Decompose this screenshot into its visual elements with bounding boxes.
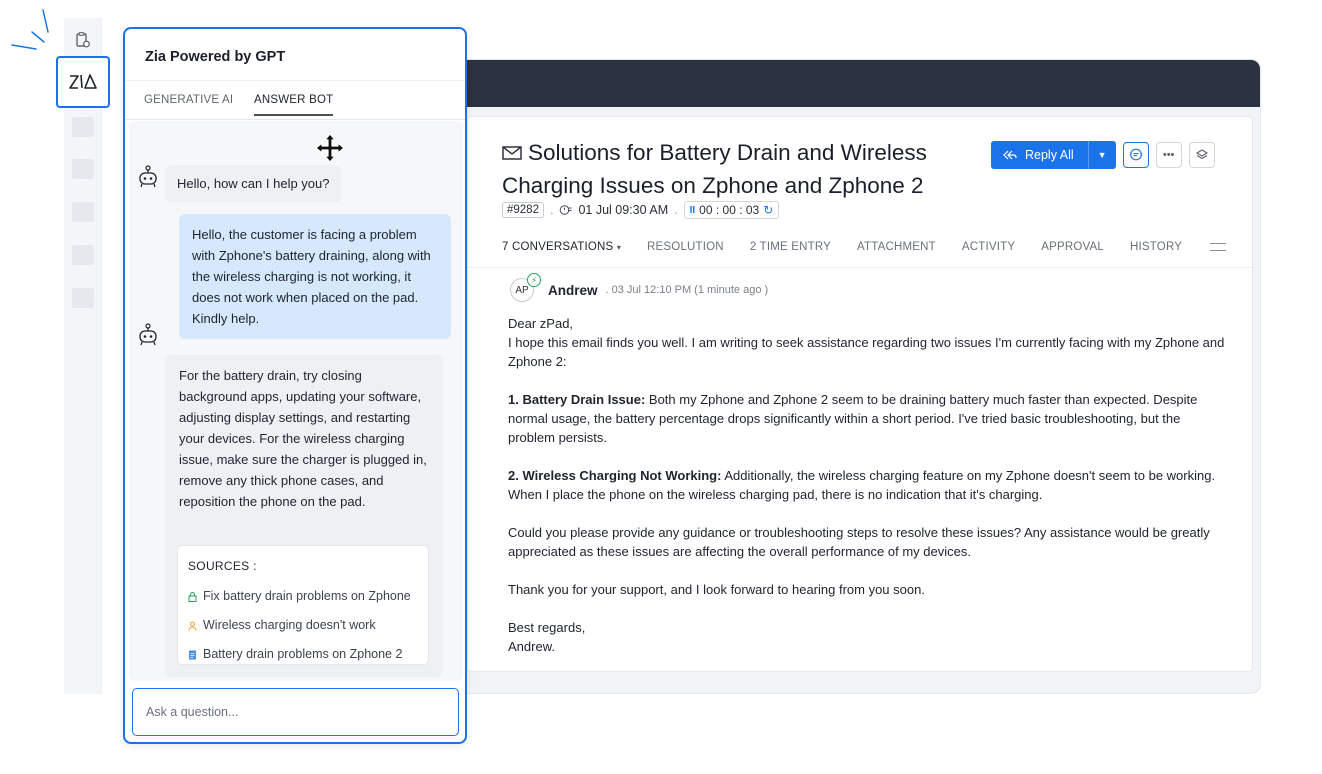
tab-conversations[interactable]: 7 CONVERSATIONS ▾	[502, 241, 622, 253]
ticket-timer[interactable]	[684, 201, 780, 219]
bot-avatar-icon	[137, 323, 159, 347]
chevron-down-icon: ▾	[616, 243, 622, 252]
app-topbar	[441, 60, 1260, 107]
email-body	[508, 314, 1228, 656]
ticket-actions	[991, 141, 1215, 169]
source-item[interactable]: Battery drain problems on Zphone 2	[188, 644, 418, 665]
sender-name[interactable]: Andrew	[548, 282, 598, 298]
email-timestamp: . 03 Jul 12:10 PM (1 minute ago )	[605, 284, 769, 296]
sparkle-decoration-icon	[10, 6, 60, 56]
email-issue-1: 1. Battery Drain Issue: Both my Zphone and Zphone 2 seem to be draining battery much faster than expected. Despite normal usage, the battery percentage drops significantly within a short period. I've tried basic troubleshooting, but the problem persists.	[508, 392, 1198, 445]
ask-question-input[interactable]	[132, 688, 459, 736]
chat-bubble-icon	[1129, 148, 1143, 162]
email-request: Could you please provide any guidance or troubleshooting steps to resolve these issues? Any assistance would be greatly appreciated as these issues are affecting the overall performance of my devices.	[508, 525, 1210, 559]
ticket-window	[440, 59, 1261, 694]
reset-timer-icon[interactable]: ↻	[763, 203, 774, 217]
email-greeting: Dear zPad,	[508, 316, 574, 331]
ticket-detail-panel	[467, 116, 1253, 672]
zia-rail-button[interactable]	[56, 56, 110, 108]
zia-panel-title: Zia Powered by GPT	[145, 49, 286, 65]
email-intro: I hope this email finds you well. I am writing to seek assistance regarding two issues I'm currently facing with my Zphone and Zphone 2:	[508, 335, 1225, 369]
clipboard-settings-icon[interactable]	[76, 32, 90, 48]
more-options-button[interactable]	[1156, 142, 1182, 168]
bot-avatar-icon	[137, 165, 159, 189]
source-item[interactable]: Fix battery drain problems on Zphone	[188, 586, 418, 607]
channel-badge-icon: ⚡	[527, 273, 541, 287]
email-signoff: Best regards,	[508, 620, 586, 635]
due-clock-icon	[559, 204, 572, 216]
email-signature: Andrew.	[508, 639, 555, 654]
source-item[interactable]: Wireless charging doesn't work	[188, 615, 418, 636]
move-cursor-icon	[313, 131, 347, 165]
rail-item[interactable]	[72, 117, 94, 137]
ticket-date: 01 Jul 09:30 AM	[578, 203, 669, 217]
tab-resolution[interactable]: RESOLUTION	[647, 241, 724, 253]
bot-answer	[165, 355, 443, 677]
bot-message: Hello, how can I help you?	[165, 165, 341, 202]
reply-all-label: Reply All	[1025, 148, 1074, 162]
reply-options-dropdown[interactable]: ▼	[1088, 141, 1116, 169]
layers-button[interactable]	[1189, 142, 1215, 168]
sources-title: SOURCES :	[188, 559, 257, 573]
ticket-subject-text: Solutions for Battery Drain and Wireless Charging Issues on Zphone and Zphone 2	[502, 140, 927, 198]
tab-answer-bot[interactable]: ANSWER BOT	[254, 94, 334, 106]
chat-area[interactable]	[129, 121, 463, 681]
bot-answer-text: For the battery drain, try closing background apps, updating your software, adjusting display settings, and restarting your devices. For the wireless charging issue, make sure the charger is plugged in, remove any thick phone cases, and reposition the phone on the pad.	[179, 368, 427, 509]
reply-all-button[interactable]	[991, 141, 1088, 169]
lock-icon	[188, 592, 197, 602]
email-issue-2: 2. Wireless Charging Not Working: Additionally, the wireless charging feature on my Zphone doesn't seem to be working. When I place the phone on the wireless charging pad, there is no indication that it's charging.	[508, 468, 1216, 502]
reply-all-icon	[1003, 150, 1017, 160]
ticket-subject	[502, 136, 972, 202]
tab-attachment[interactable]: ATTACHMENT	[857, 241, 936, 253]
mail-icon	[502, 145, 522, 161]
rail-item[interactable]	[72, 159, 94, 179]
tab-time-entry[interactable]: 2 TIME ENTRY	[749, 241, 832, 253]
ellipsis-icon: •••	[1162, 149, 1175, 161]
tab-activity[interactable]: ACTIVITY	[961, 241, 1016, 253]
zia-panel	[123, 27, 467, 744]
sources-box	[177, 545, 429, 665]
left-icon-rail	[64, 18, 102, 694]
email-thread	[468, 267, 1252, 671]
pause-icon[interactable]: II	[689, 204, 696, 216]
sender-row	[510, 275, 1252, 302]
avatar[interactable]: AP ⚡	[510, 278, 534, 302]
email-thanks: Thank you for your support, and I look forward to hearing from you soon.	[508, 582, 925, 597]
ticket-meta: #9282 . 01 Jul 09:30 AM . II 00 : 00 : 03 ↻	[502, 201, 779, 219]
zia-tabs	[125, 80, 465, 120]
zia-logo-icon	[68, 71, 98, 93]
tab-approval[interactable]: APPROVAL	[1041, 241, 1105, 253]
ticket-id: #9282	[502, 202, 544, 218]
rail-item[interactable]	[72, 245, 94, 265]
tab-generative-ai[interactable]: GENERATIVE AI	[144, 94, 234, 106]
ticket-tabs	[502, 241, 1226, 253]
document-icon	[188, 650, 197, 660]
rail-item[interactable]	[72, 288, 94, 308]
user-message: Hello, the customer is facing a problem with Zphone's battery draining, along with the wireless charging is not working, it does not work when placed on the pad. Kindly help.	[179, 214, 451, 339]
user-icon	[188, 621, 197, 631]
rail-item[interactable]	[72, 202, 94, 222]
chat-bubble-button[interactable]	[1123, 142, 1149, 168]
tab-history[interactable]: HISTORY	[1130, 241, 1183, 253]
layers-icon	[1195, 148, 1209, 162]
reply-all-button-group	[991, 141, 1116, 169]
more-tabs-icon[interactable]	[1210, 243, 1226, 251]
timer-value: 00 : 00 : 03	[699, 203, 760, 217]
